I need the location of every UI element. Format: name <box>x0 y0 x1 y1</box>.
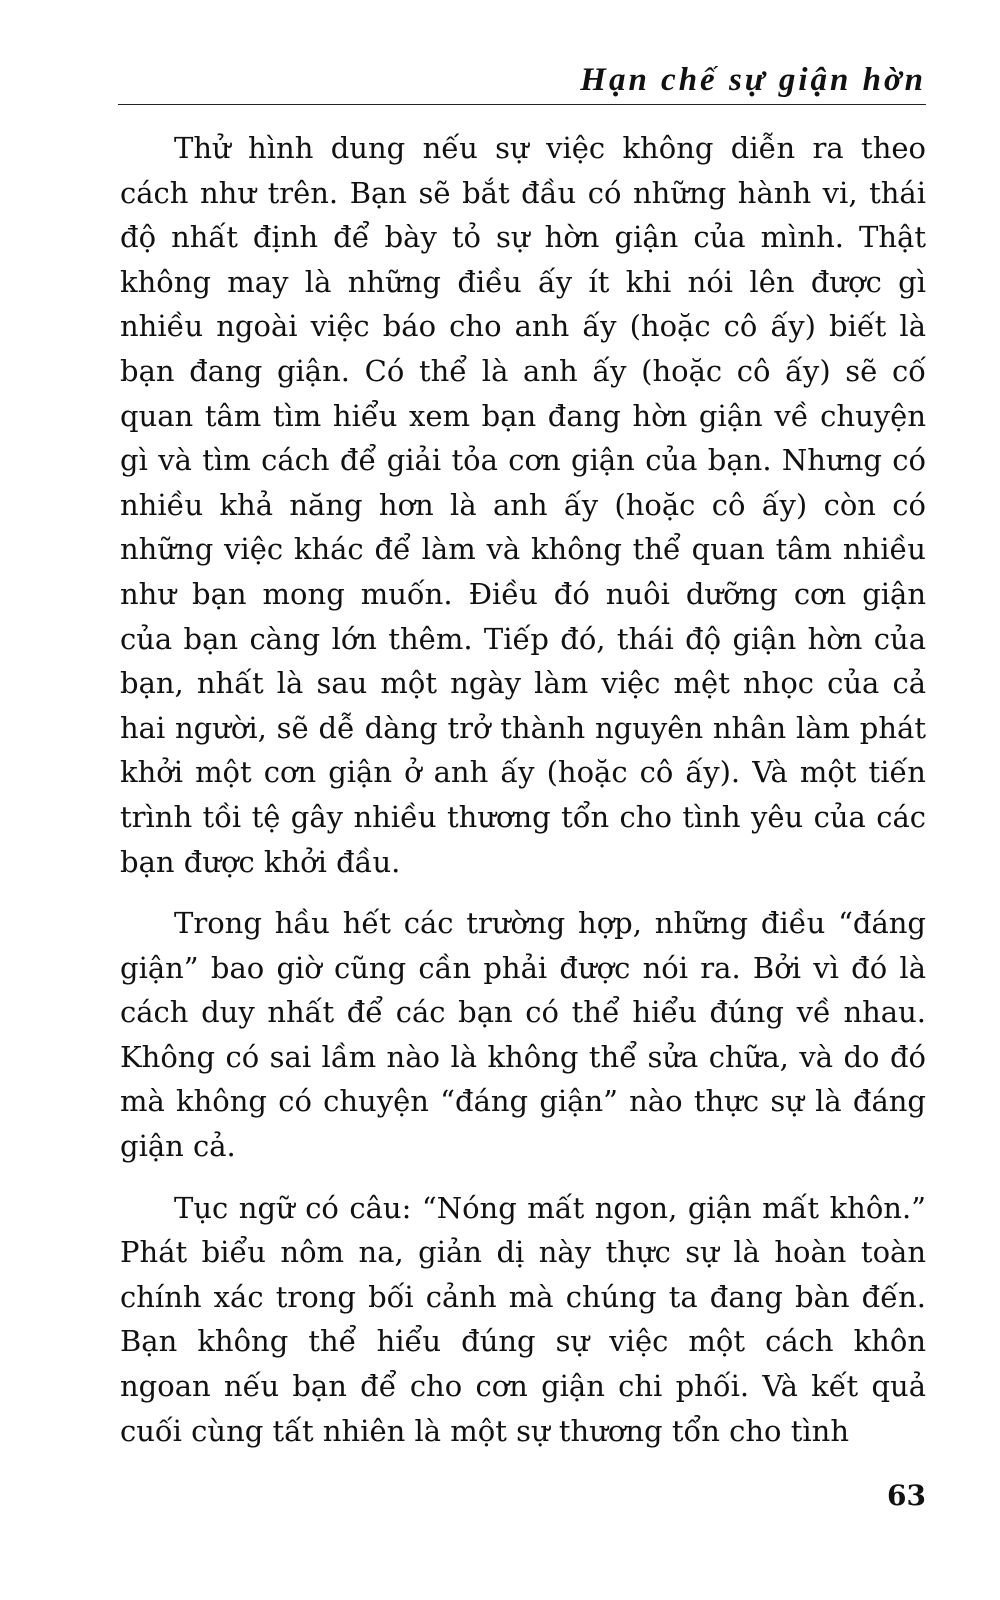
running-header <box>118 54 926 105</box>
paragraph: Trong hầu hết các trường hợp, những điều “đáng giận” bao giờ cũng cần phải được nói ra. Bởi vì đó là cách duy nhất để các bạn có thể hiểu đúng về nhau. Không có sai lầm nào là không thể sửa chữa, và do đó mà không có chuyện “đáng giận” nào thực sự là đáng giận cả. <box>120 906 926 1164</box>
running-title: Hạn chế sự giận hờn <box>580 62 926 98</box>
page-number: 63 <box>887 1479 926 1512</box>
body-text <box>120 126 926 1453</box>
paragraph: Thử hình dung nếu sự việc không diễn ra theo cách như trên. Bạn sẽ bắt đầu có những hành vi, thái độ nhất định để bày tỏ sự hờn giận của mình. Thật không may là những điều ấy ít khi nói lên được gì nhiều ngoài việc báo cho anh ấy (hoặc cô ấy) biết là bạn đang giận. Có thể là anh ấy (hoặc cô ấy) sẽ cố quan tâm tìm hiểu xem bạn đang hờn giận về chuyện gì và tìm cách để giải tỏa cơn giận của bạn. Nhưng có nhiều khả năng hơn là anh ấy (hoặc cô ấy) còn có những việc khác để làm và không thể quan tâm nhiều như bạn mong muốn. Điều đó nuôi dưỡng cơn giận của bạn càng lớn thêm. Tiếp đó, thái độ giận hờn của bạn, nhất là sau một ngày làm việc mệt nhọc của cả hai người, sẽ dễ dàng trở thành nguyên nhân làm phát khởi một cơn giận ở anh ấy (hoặc cô ấy). Và một tiến trình tồi tệ gây nhiều thương tổn cho tình yêu của các bạn được khởi đầu. <box>120 131 926 879</box>
paragraph: Tục ngữ có câu: “Nóng mất ngon, giận mất khôn.” Phát biểu nôm na, giản dị này thực sự là hoàn toàn chính xác trong bối cảnh mà chúng ta đang bàn đến. Bạn không thể hiểu đúng sự việc một cách khôn ngoan nếu bạn để cho cơn giận chi phối. Và kết quả cuối cùng tất nhiên là một sự thương tổn cho tình <box>120 1190 926 1448</box>
